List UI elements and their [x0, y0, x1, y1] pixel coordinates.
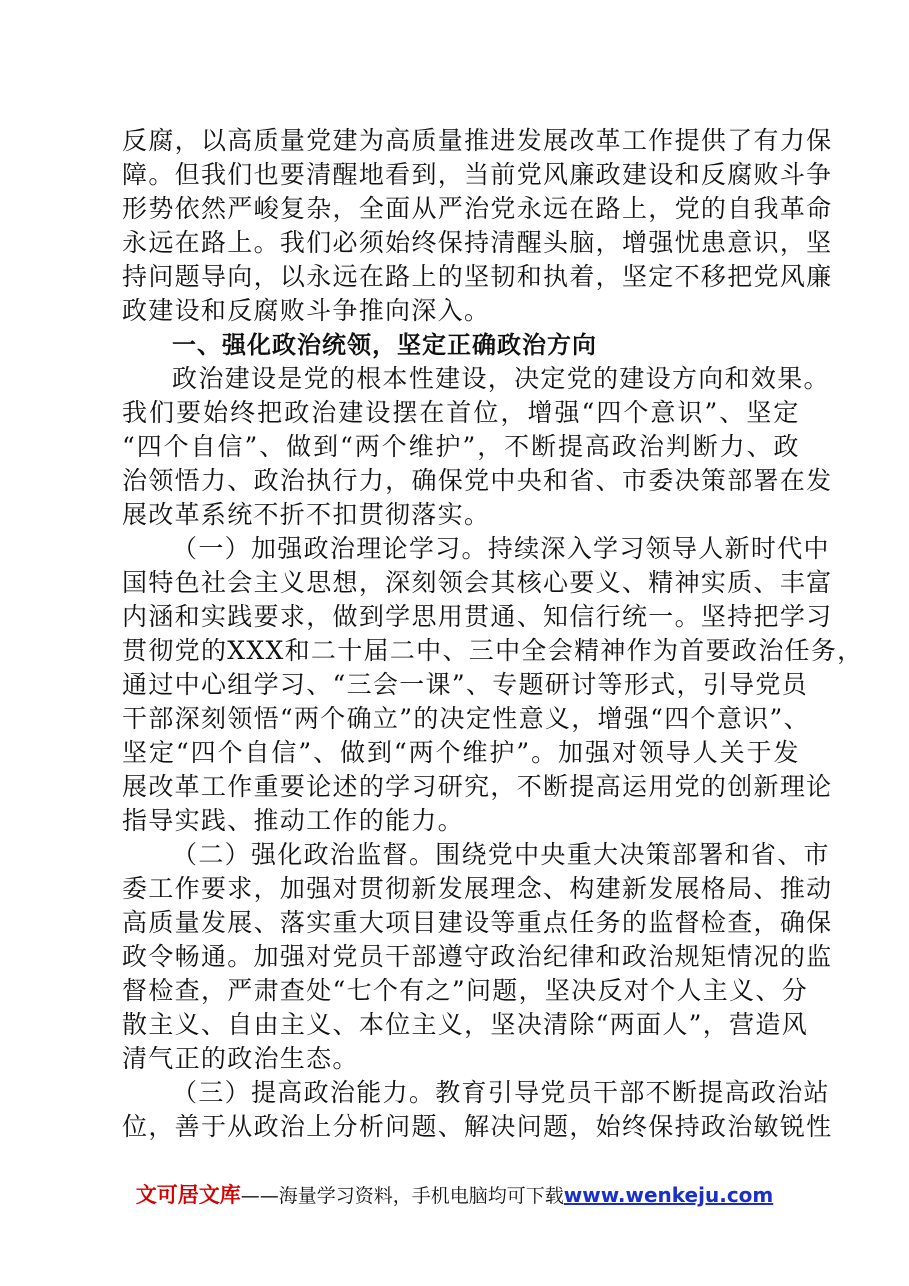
- text-line: （ 三 ） 提 高 政 治 能 力 。 教 育 引 导 党 员 干 部 不 断 提 高 政 治 站: [172, 1078, 830, 1107]
- text-line: 坚 定 “ 四 个 自 信 ” 、 做 到 “ 两 个 维 护 ” 。 加 强 对 领 导 人 关 于 发: [122, 738, 800, 767]
- text-line: 散 主 义 、 自 由 主 义 、 本 位 主 义 ， 坚 决 清 除 “ 两 面 人 ” ， 营 造 风: [122, 1010, 808, 1039]
- text-line: 政 治 建 设 是 党 的 根 本 性 建 设 ， 决 定 党 的 建 设 方 向 和 效 果 。: [172, 364, 830, 393]
- paragraph: [122, 362, 833, 532]
- text-line: 国 特 色 社 会 主 义 思 想 ， 深 刻 领 会 其 核 心 要 义 、 精 神 实 质 、 丰 富: [122, 568, 833, 597]
- text-line: 展改革系统不折不扣贯彻落实。: [122, 500, 491, 529]
- text-line: 位 ， 善 于 从 政 治 上 分 析 问 题 、 解 决 问 题 ， 始 终 保 持 政 治 敏 锐 性: [122, 1112, 833, 1141]
- text-line: 清气正的政治生态。: [122, 1044, 359, 1073]
- text-line: 展 改 革 工 作 重 要 论 述 的 学 习 研 究 ， 不 断 提 高 运 用 党 的 创 新 理 论: [122, 772, 833, 801]
- text-line: 督 检 查 ， 严 肃 查 处 “ 七 个 有 之 ” 问 题 ， 坚 决 反 对 个 人 主 义 、 分: [122, 976, 808, 1005]
- text-line: 障 。 但 我 们 也 要 清 醒 地 看 到 ， 当 前 党 风 廉 政 建 设 和 反 腐 败 斗 争: [122, 160, 833, 189]
- paragraph: [122, 532, 864, 838]
- text-line: “ 四 个 自 信 ” 、 做 到 “ 两 个 维 护 ” ， 不 断 提 高 政 治 判 断 力 、 政: [122, 432, 800, 461]
- text-line: 政建设和反腐败斗争推向深入。: [122, 296, 491, 325]
- text-line: （ 二 ） 强 化 政 治 监 督 。 围 绕 党 中 央 重 大 决 策 部 署 和 省 、 市: [172, 840, 830, 869]
- footer-brand: 文可居文库: [135, 1183, 241, 1207]
- footer-url-link[interactable]: www.wenkeju.com: [563, 1183, 774, 1207]
- text-line: 持 问 题 导 向 ， 以 永 远 在 路 上 的 坚 韧 和 执 着 ， 坚 定 不 移 把 党 风 廉: [122, 262, 833, 291]
- heading-text: 一、强化政治统领，坚定正确政治方向: [172, 331, 597, 359]
- text-line: 永 远 在 路 上 。 我 们 必 须 始 终 保 持 清 醒 头 脑 ， 增 强 忧 患 意 识 ， 坚: [122, 228, 833, 257]
- text-line: 指导实践、推动工作的能力。: [122, 806, 464, 835]
- text-line: （ 一 ） 加 强 政 治 理 论 学 习 。 持 续 深 入 学 习 领 导 人 新 时 代 中: [172, 534, 830, 563]
- section-heading: [122, 328, 800, 362]
- text-line: 反 腐 ， 以 高 质 量 党 建 为 高 质 量 推 进 发 展 改 革 工 作 提 供 了 有 力 保: [122, 126, 833, 155]
- text-line: 治 领 悟 力 、 政 治 执 行 力 ， 确 保 党 中 央 和 省 、 市 委 决 策 部 署 在 发: [122, 466, 833, 495]
- document-body: [122, 124, 864, 1144]
- paragraph: [122, 838, 833, 1076]
- text-line: 形 势 依 然 严 峻 复 杂 ， 全 面 从 严 治 党 永 远 在 路 上 ， 党 的 自 我 革 命: [122, 194, 833, 223]
- text-line: 通 过 中 心 组 学 习 、 “ 三 会 一 课 ” 、 专 题 研 讨 等 形 式 ， 引 导 党 员: [122, 670, 808, 699]
- paragraph: [122, 124, 833, 328]
- footer-tagline: ——海量学习资料，手机电脑均可下载: [240, 1185, 564, 1207]
- text-line: 委 工 作 要 求 ， 加 强 对 贯 彻 新 发 展 理 念 、 构 建 新 发 展 格 局 、 推 动: [122, 874, 833, 903]
- text-line: 贯 彻 党 的 X X X 和 二 十 届 二 中 、 三 中 全 会 精 神 作 为 首 要 政 治 任 务 ，: [122, 636, 864, 665]
- paragraph: [122, 1076, 833, 1144]
- text-line: 我 们 要 始 终 把 政 治 建 设 摆 在 首 位 ， 增 强 “ 四 个 意 识 ” 、 坚 定: [122, 398, 800, 427]
- text-line: 高 质 量 发 展 、 落 实 重 大 项 目 建 设 等 重 点 任 务 的 监 督 检 查 ， 确 保: [122, 908, 833, 937]
- text-line: 干 部 深 刻 领 悟 “ 两 个 确 立 ” 的 决 定 性 意 义 ， 增 强 “ 四 个 意 识 ” 、: [122, 704, 810, 733]
- footer-banner: [0, 1182, 909, 1209]
- text-line: 内 涵 和 实 践 要 求 ， 做 到 学 思 用 贯 通 、 知 信 行 统 一 。 坚 持 把 学 习: [122, 602, 833, 631]
- text-line: 政 令 畅 通 。 加 强 对 党 员 干 部 遵 守 政 治 纪 律 和 政 治 规 矩 情 况 的 监: [122, 942, 833, 971]
